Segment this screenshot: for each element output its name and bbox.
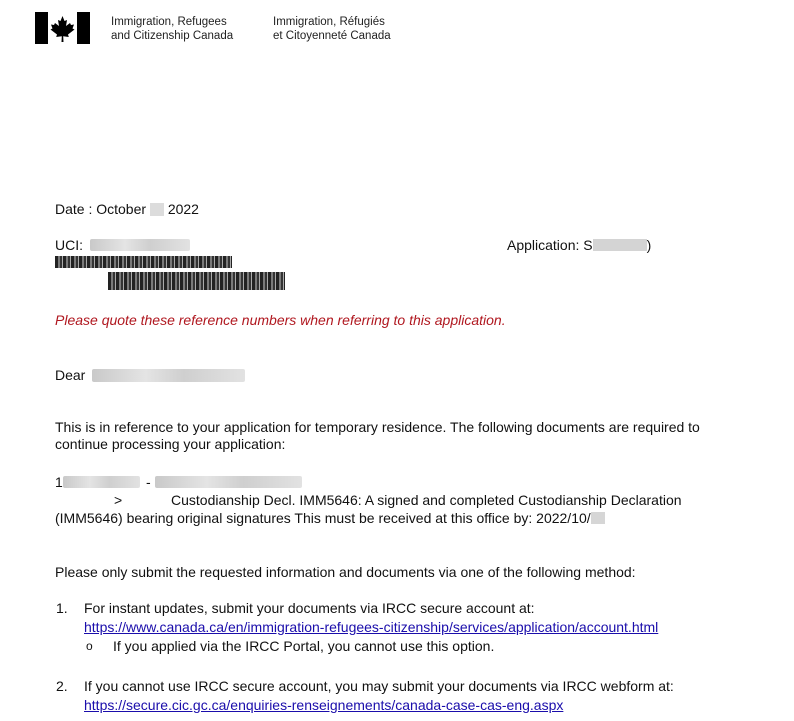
department-en-line1: Immigration, Refugees bbox=[111, 16, 227, 28]
secure-account-link[interactable]: https://www.canada.ca/en/immigration-refugees-citizenship/services/application/account.html bbox=[84, 619, 659, 635]
intro-line2: continue processing your application: bbox=[55, 436, 286, 452]
redacted-item-title bbox=[155, 476, 302, 488]
item-dash: - bbox=[146, 474, 151, 490]
department-name-english bbox=[111, 15, 233, 43]
application-end: ) bbox=[646, 237, 652, 253]
method-1-sub-bullet: o bbox=[86, 639, 93, 653]
redacted-address-line2 bbox=[108, 272, 285, 290]
salutation: Dear bbox=[55, 367, 86, 383]
item-line1: Custodianship Decl. IMM5646: A signed and completed Custodianship Declaration bbox=[171, 492, 682, 508]
item-line2 bbox=[55, 510, 605, 527]
webform-link[interactable]: https://secure.cic.gc.ca/enquiries-renseignements/canada-case-cas-eng.aspx bbox=[84, 697, 564, 713]
intro-paragraph bbox=[55, 419, 700, 453]
redacted-item-code bbox=[63, 476, 140, 488]
department-en-line2: and Citizenship Canada bbox=[111, 30, 234, 42]
date-year: 2022 bbox=[167, 201, 199, 217]
item-line2-text: (IMM5646) bearing original signatures This must be received at this office by: 2022/10/ bbox=[55, 510, 591, 526]
canada-flag-icon bbox=[35, 12, 90, 44]
method-1-text: For instant updates, submit your documents via IRCC secure account at: bbox=[84, 600, 535, 616]
item-number: 1 bbox=[55, 474, 63, 490]
method-1-number: 1. bbox=[56, 600, 68, 616]
item-arrow: > bbox=[114, 492, 123, 508]
redacted-recipient-name bbox=[92, 369, 245, 382]
letter-date bbox=[55, 201, 199, 218]
redacted-day bbox=[150, 203, 164, 216]
method-2-text: If you cannot use IRCC secure account, you may submit your documents via IRCC webform at: bbox=[84, 678, 674, 694]
method-2-number: 2. bbox=[56, 678, 68, 694]
redacted-application bbox=[593, 239, 647, 251]
date-prefix: Date : October bbox=[55, 201, 147, 217]
redacted-address-line1 bbox=[55, 256, 232, 268]
method-1-sub-text: If you applied via the IRCC Portal, you cannot use this option. bbox=[113, 638, 495, 654]
application-number bbox=[507, 237, 651, 254]
reference-notice: Please quote these reference numbers when referring to this application. bbox=[55, 312, 506, 328]
department-fr-line2: et Citoyenneté Canada bbox=[273, 30, 391, 42]
application-label: Application: S bbox=[507, 237, 593, 253]
department-name-french bbox=[273, 15, 391, 43]
redacted-uci bbox=[90, 239, 190, 251]
submit-intro: Please only submit the requested information and documents via one of the following method: bbox=[55, 564, 636, 580]
intro-line1: This is in reference to your application for temporary residence. The following documents are required to bbox=[55, 419, 700, 435]
uci-label: UCI: bbox=[55, 237, 83, 253]
redacted-due-day bbox=[591, 512, 605, 524]
department-fr-line1: Immigration, Réfugiés bbox=[273, 16, 385, 28]
